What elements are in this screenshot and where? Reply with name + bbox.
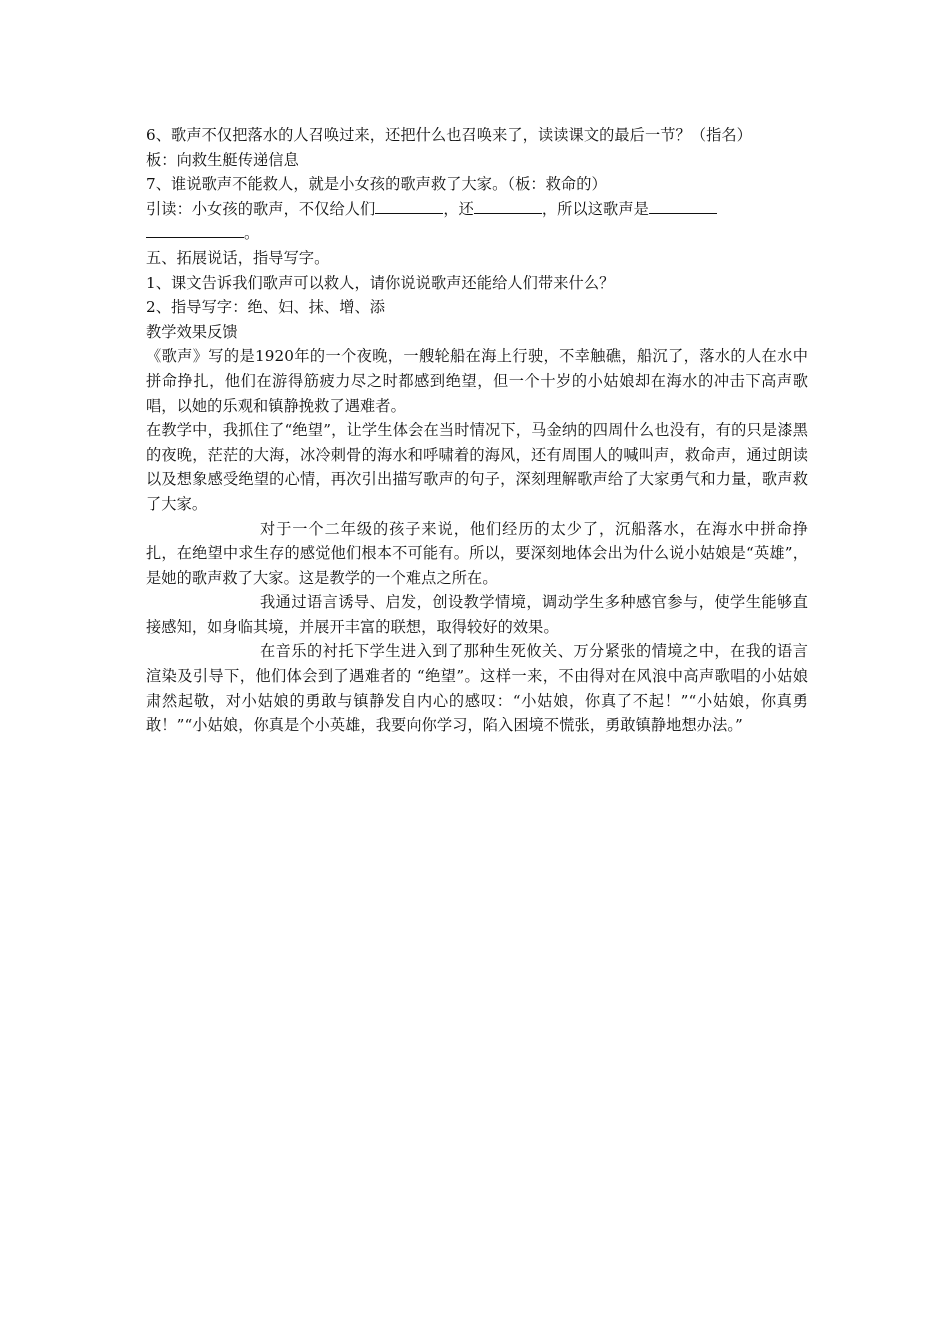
feedback-paragraph-3: 对于一个二年级的孩子来说，他们经历的太少了，沉船落水，在海水中拼命挣扎，在绝望中求生存的感觉他们根本不可能有。所以，要深刻地体会出为什么说小姑娘是“英雄”，是她的歌声救了大家。这是教学的一个难点之所在。 bbox=[146, 519, 808, 587]
fill-blank-4 bbox=[146, 223, 244, 238]
feedback-paragraph-2: 在教学中，我抓住了“绝望”，让学生体会在当时情况下，马金纳的四周什么也没有，有的只是漆黑的夜晚，茫茫的大海，冰冷刺骨的海水和呼啸着的海风，还有周围人的喊叫声，救命声，通过朗读以及想象感受绝望的心情，再次引出描写歌声的句子，深刻理解歌声给了大家勇气和力量，歌声救了大家。 bbox=[146, 421, 808, 513]
guided-reading-end: 。 bbox=[244, 224, 260, 243]
guided-reading-continuation bbox=[146, 221, 808, 246]
board-note-1: 板：向救生艇传递信息 bbox=[146, 150, 299, 169]
fill-blank-2 bbox=[474, 199, 542, 214]
feedback-paragraph-5: 在音乐的衬托下学生进入到了那种生死攸关、万分紧张的情境之中，在我的语言渲染及引导下，他们体会到了遇难者的 “绝望”。这样一来，不由得对在风浪中高声歌唱的小姑娘肃然起敬，对小姑娘的勇敢与镇静发自内心的感叹：“小姑娘，你真了不起！”“小姑娘，你真勇敢！”“小姑娘，你真是个小英雄，我要向你学习，陷入困境不慌张，勇敢镇静地想办法。” bbox=[146, 642, 808, 735]
section-5-heading: 五、拓展说话，指导写字。 bbox=[146, 248, 330, 267]
guided-reading-text-b: ，还 bbox=[443, 199, 474, 218]
question-6: 6、歌声不仅把落水的人召唤过来，还把什么也召唤来了，读读课文的最后一节？（指名） bbox=[146, 126, 752, 144]
feedback-paragraph-4: 我通过语言诱导、启发，创设教学情境，调动学生多种感官参与，使学生能够直接感知，如身临其境，并展开丰富的联想，取得较好的效果。 bbox=[146, 593, 808, 636]
guided-reading-line bbox=[146, 197, 808, 222]
extension-item-1: 1、课文告诉我们歌声可以救人，请你说说歌声还能给人们带来什么？ bbox=[146, 273, 615, 292]
fill-blank-3 bbox=[649, 199, 717, 214]
question-7: 7、谁说歌声不能救人，就是小女孩的歌声救了大家。（板：救命的） bbox=[146, 175, 607, 194]
guided-reading-text-c: ，所以这歌声是 bbox=[541, 199, 649, 218]
fill-blank-1 bbox=[375, 199, 443, 214]
guided-reading-text-a: 引读：小女孩的歌声，不仅给人们 bbox=[146, 199, 376, 218]
feedback-paragraph-1: 《歌声》写的是1920年的一个夜晚，一艘轮船在海上行驶，不幸触礁，船沉了，落水的人在水中拼命挣扎，他们在游得筋疲力尽之时都感到绝望，但一个十岁的小姑娘却在海水的冲击下高声歌唱，以她的乐观和镇静挽救了遇难者。 bbox=[146, 347, 808, 415]
extension-item-2: 2、指导写字：绝、妇、抹、增、添 bbox=[146, 298, 386, 317]
feedback-heading: 教学效果反馈 bbox=[146, 322, 238, 341]
document-page bbox=[146, 123, 808, 738]
